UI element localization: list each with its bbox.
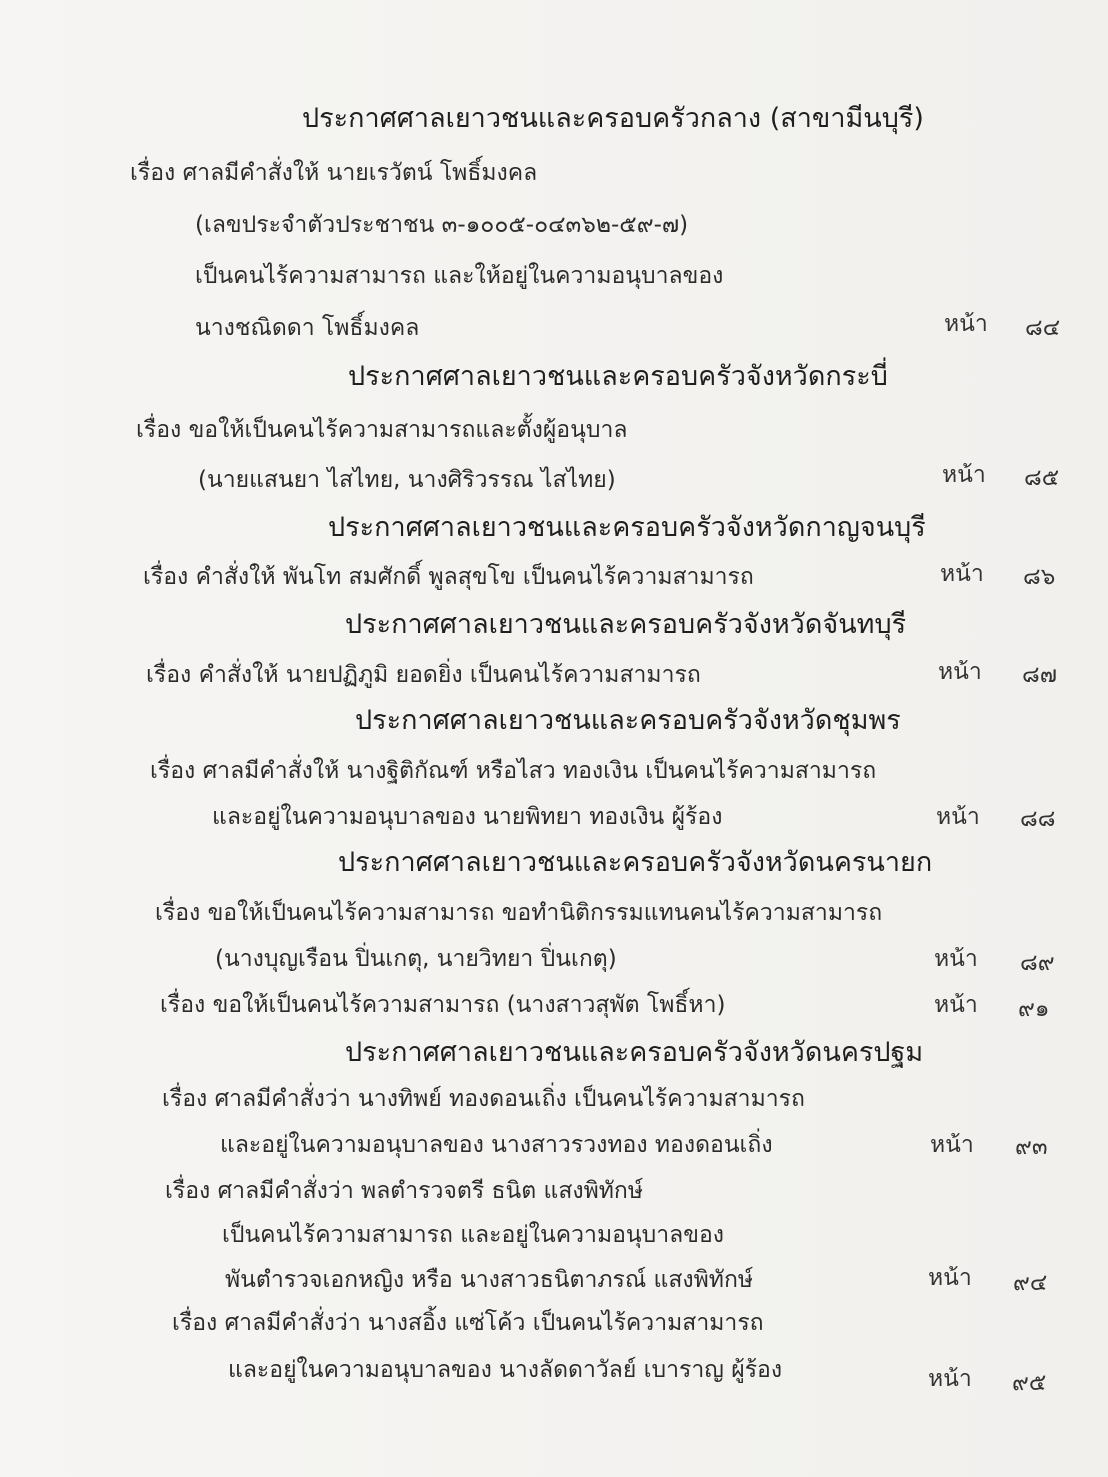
section-heading: ประกาศศาลเยาวชนและครอบครัวจังหวัดกาญจนบุรี <box>328 512 926 543</box>
page-label: หน้า <box>930 1132 974 1158</box>
page-number: ๘๕ <box>1024 465 1060 491</box>
page-number: ๙๕ <box>1012 1370 1047 1396</box>
page-label: หน้า <box>942 462 986 488</box>
page-label: หน้า <box>934 992 978 1018</box>
entry-line: นางชณิดดา โพธิ์มงคล <box>195 315 420 341</box>
section-heading: ประกาศศาลเยาวชนและครอบครัวจังหวัดชุมพร <box>355 705 901 736</box>
section-heading: ประกาศศาลเยาวชนและครอบครัวกลาง (สาขามีนบุรี) <box>302 103 924 134</box>
page-number: ๙๑ <box>1018 996 1050 1022</box>
page-number: ๘๘ <box>1020 806 1056 832</box>
entry-line: (นางบุญเรือน ปิ่นเกตุ, นายวิทยา ปิ่นเกตุ) <box>215 946 617 972</box>
page-label: หน้า <box>940 561 984 587</box>
page-number: ๘๗ <box>1022 662 1058 688</box>
entry-line: พันตำรวจเอกหญิง หรือ นางสาวธนิตาภรณ์ แสงพิทักษ์ <box>225 1267 754 1293</box>
entry-line: เรื่อง ขอให้เป็นคนไร้ความสามารถ (นางสาวสุพัต โพธิ์หา) <box>160 992 726 1018</box>
entry-line: เรื่อง ขอให้เป็นคนไร้ความสามารถ ขอทำนิติกรรมแทนคนไร้ความสามารถ <box>155 900 883 926</box>
entry-line: เรื่อง คำสั่งให้ พันโท สมศักดิ์ พูลสุขโข เป็นคนไร้ความสามารถ <box>143 564 754 590</box>
page-label: หน้า <box>936 804 980 830</box>
page-number: ๙๓ <box>1015 1134 1048 1160</box>
entry-line: เป็นคนไร้ความสามารถ และให้อยู่ในความอนุบาลของ <box>195 263 724 289</box>
entry-line: (เลขประจำตัวประชาชน ๓-๑๐๐๕-๐๔๓๖๒-๕๙-๗) <box>195 212 689 238</box>
page-number: ๘๖ <box>1023 564 1056 590</box>
entry-line: (นายแสนยา ไสไทย, นางศิริวรรณ ไสไทย) <box>198 467 616 493</box>
entry-line: เรื่อง ศาลมีคำสั่งให้ นางฐิติกัณฑ์ หรือไสว ทองเงิน เป็นคนไร้ความสามารถ <box>150 758 877 784</box>
entry-line: เรื่อง ศาลมีคำสั่งว่า พลตำรวจตรี ธนิต แสงพิทักษ์ <box>165 1178 644 1204</box>
section-heading: ประกาศศาลเยาวชนและครอบครัวจังหวัดนครนายก <box>338 847 933 878</box>
page-label: หน้า <box>934 946 978 972</box>
section-heading: ประกาศศาลเยาวชนและครอบครัวจังหวัดกระบี่ <box>348 361 888 392</box>
page-label: หน้า <box>944 311 988 337</box>
page-label: หน้า <box>928 1265 972 1291</box>
entry-line: เรื่อง ศาลมีคำสั่งว่า นางสอิ้ง แซ่โค้ว เป็นคนไร้ความสามารถ <box>172 1310 764 1336</box>
entry-line: เรื่อง คำสั่งให้ นายปฏิภูมิ ยอดยิ่ง เป็นคนไร้ความสามารถ <box>146 662 701 688</box>
page-label: หน้า <box>938 659 982 685</box>
page-number: ๘๙ <box>1020 950 1055 976</box>
entry-line: เรื่อง ศาลมีคำสั่งให้ นายเรวัตน์ โพธิ์มงคล <box>130 160 538 186</box>
section-heading: ประกาศศาลเยาวชนและครอบครัวจังหวัดจันทบุรี <box>345 609 907 640</box>
entry-line: และอยู่ในความอนุบาลของ นางสาวรวงทอง ทองดอนเถิ่ง <box>220 1132 773 1158</box>
entry-line: เป็นคนไร้ความสามารถ และอยู่ในความอนุบาลของ <box>222 1222 725 1248</box>
entry-line: เรื่อง ศาลมีคำสั่งว่า นางทิพย์ ทองดอนเถิ่ง เป็นคนไร้ความสามารถ <box>162 1086 805 1112</box>
entry-line: และอยู่ในความอนุบาลของ นางลัดดาวัลย์ เบาราญ ผู้ร้อง <box>228 1357 783 1383</box>
entry-line: เรื่อง ขอให้เป็นคนไร้ความสามารถและตั้งผู้อนุบาล <box>136 417 628 443</box>
page-number: ๙๔ <box>1013 1270 1048 1296</box>
page-label: หน้า <box>928 1366 972 1392</box>
section-heading: ประกาศศาลเยาวชนและครอบครัวจังหวัดนครปฐม <box>345 1037 924 1068</box>
entry-line: และอยู่ในความอนุบาลของ นายพิทยา ทองเงิน ผู้ร้อง <box>212 804 723 830</box>
page-number: ๘๔ <box>1025 315 1061 341</box>
